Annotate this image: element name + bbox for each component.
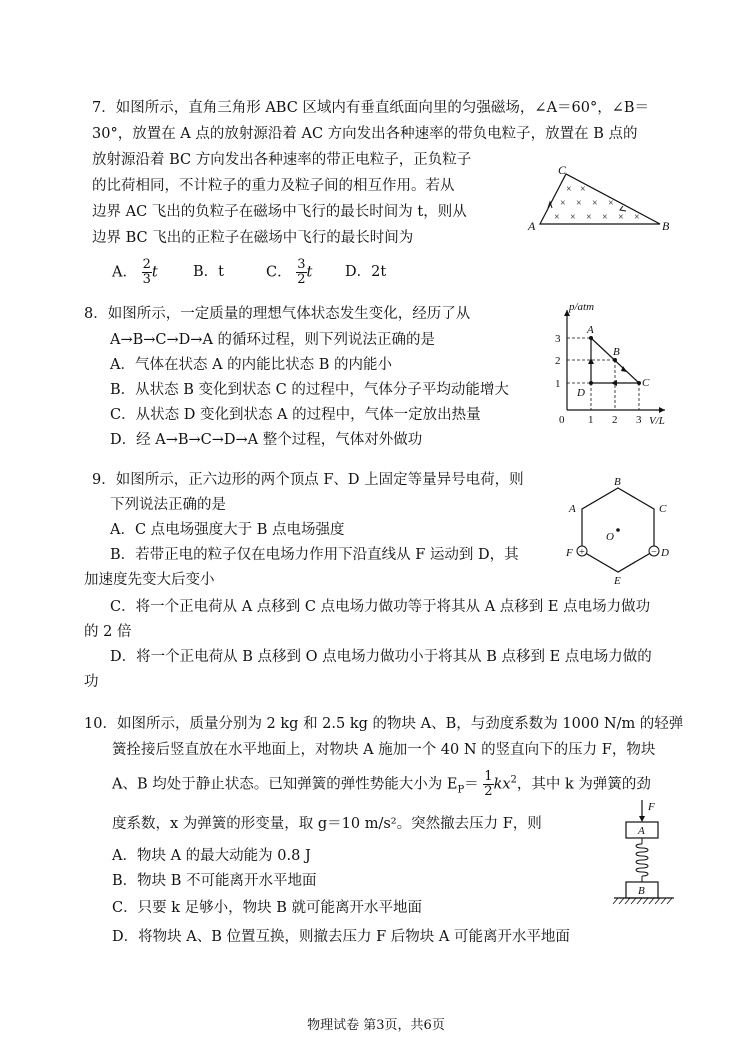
q7-option-b: B．t (193, 264, 224, 280)
y-tick-2: 2 (555, 355, 561, 367)
field-mark: × (592, 198, 598, 209)
y-tick-1: 1 (555, 378, 561, 390)
q7-line6: 边界 BC 飞出的正粒子在磁场中飞行的最长时间为 (92, 230, 414, 246)
q7-option-d: D．2t (345, 264, 387, 280)
vertex-d-label: D (661, 547, 669, 559)
x-axis-label: V/L (649, 415, 665, 427)
vertex-e-label: E (614, 575, 621, 587)
q7-line4: 的比荷相同，不计粒子的重力及粒子间的相互作用。若从 (92, 178, 455, 194)
q9-line1: 9．如图所示，正六边形的两个顶点 F、D 上固定等量异号电荷，则 (92, 472, 524, 488)
q10-line2: 簧拴接后竖直放在水平地面上，对物块 A 施加一个 40 N 的竖直向下的压力 F，物块 (112, 742, 656, 758)
q7-option-c: C． $\frac{3}{2}$ t (266, 257, 313, 287)
spring-blocks-figure (612, 796, 678, 912)
q8-option-b: B．从状态 B 变化到状态 C 的过程中，气体分子平均动能增大 (110, 382, 509, 398)
page-footer: 物理试卷 第3页，共6页 (307, 1018, 445, 1033)
state-c-label: C (642, 377, 650, 389)
field-mark: × (580, 184, 586, 195)
q8-option-a: A．气体在状态 A 的内能比状态 B 的内能小 (110, 357, 393, 373)
q7-line3: 放射源沿着 BC 方向发出各种速率的带正电粒子，正负粒子 (92, 152, 472, 168)
origin-label: 0 (559, 414, 565, 426)
field-mark: × (576, 198, 582, 209)
vertex-a-label: A (528, 219, 536, 233)
y-tick-3: 3 (555, 333, 561, 345)
field-mark: × (570, 212, 576, 223)
plus-charge-sign: + (579, 547, 585, 558)
q9-line2: 下列说法正确的是 (110, 497, 226, 513)
field-mark: × (560, 198, 566, 209)
state-b-label: B (613, 346, 620, 358)
triangle-abc-figure (526, 164, 676, 236)
hexagon-figure (560, 472, 680, 590)
block-b-label: B (638, 885, 645, 897)
pv-diagram (553, 300, 673, 428)
field-mark: × (608, 198, 614, 209)
x-tick-1: 1 (588, 414, 594, 426)
vertex-b-label: B (662, 219, 670, 233)
q10-line3: A、B 均处于静止状态。已知弹簧的弹性势能大小为 $E_P=$ $\frac{1}{2}$ $kx^2$，其中 k 为弹簧的劲 (112, 769, 651, 799)
center-o-label: O (606, 531, 614, 543)
field-mark: × (618, 212, 624, 223)
q9-option-c-line2: 的 2 倍 (84, 624, 132, 640)
vertex-b-label: B (614, 476, 621, 488)
field-mark: × (602, 212, 608, 223)
q10-option-b: B．物块 B 不可能离开水平地面 (112, 873, 317, 889)
q9-option-a: A．C 点电场强度大于 B 点电场强度 (110, 522, 345, 538)
field-mark: × (566, 184, 572, 195)
minus-charge-sign: − (651, 547, 657, 558)
q9-option-c-line1: C．将一个正电荷从 A 点移到 C 点电场力做功等于将其从 A 点移到 E 点电场力做功 (110, 599, 651, 615)
q10-line1: 10．如图所示，质量分别为 2 kg 和 2.5 kg 的物块 A、B，与劲度系数为 1000 N/m 的轻弹 (84, 716, 684, 732)
block-a-label: A (638, 825, 645, 837)
vertex-a-label: A (569, 503, 576, 515)
q7-option-a: A． $\frac{2}{3}$ t (112, 257, 158, 287)
q8-line2: A→B→C→D→A 的循环过程，则下列说法正确的是 (110, 332, 436, 348)
state-a-label: A (587, 324, 594, 336)
q9-option-d-line2: 功 (84, 674, 99, 690)
q7-line5: 边界 AC 飞出的负粒子在磁场中飞行的最长时间为 t，则从 (92, 204, 467, 220)
q8-option-d: D．经 A→B→C→D→A 整个过程，气体对外做功 (110, 432, 423, 448)
q9-option-d-line1: D．将一个正电荷从 B 点移到 O 点电场力做功小于将其从 B 点移到 E 点电场力做的 (110, 649, 652, 665)
field-mark: × (586, 212, 592, 223)
vertex-c-label: C (659, 503, 667, 515)
state-d-label: D (577, 387, 585, 399)
q7-line1: 7．如图所示，直角三角形 ABC 区域内有垂直纸面向里的匀强磁场，∠A＝60°，∠B＝ (92, 100, 650, 116)
field-mark: × (634, 212, 640, 223)
q10-option-c: C．只要 k 足够小，物块 B 就可能离开水平地面 (112, 900, 422, 916)
q8-line1: 8．如图所示，一定质量的理想气体状态发生变化，经历了从 (84, 306, 471, 322)
x-tick-3: 3 (636, 414, 642, 426)
q9-option-b-line1: B．若带正电的粒子仅在电场力作用下沿直线从 F 运动到 D，其 (110, 547, 519, 563)
q9-option-b-line2: 加速度先变大后变小 (84, 572, 215, 588)
q8-option-c: C．从状态 D 变化到状态 A 的过程中，气体一定放出热量 (110, 407, 481, 423)
field-mark: × (554, 212, 560, 223)
q10-option-d: D．将物块 A、B 位置互换，则撤去压力 F 后物块 A 可能离开水平地面 (112, 929, 570, 945)
x-tick-2: 2 (612, 414, 618, 426)
y-axis-label: p/atm (569, 301, 595, 313)
force-f-label: F (648, 801, 655, 813)
vertex-c-label: C (558, 164, 567, 177)
q10-option-a: A．物块 A 的最大动能为 0.8 J (112, 848, 311, 864)
vertex-f-label: F (566, 547, 573, 559)
q10-line4: 度系数，x 为弹簧的形变量，取 g＝10 m/s²。突然撤去压力 F，则 (112, 816, 542, 832)
q7-line2: 30°，放置在 A 点的放射源沿着 AC 方向发出各种速率的带负电粒子，放置在 B 点的 (92, 126, 638, 142)
